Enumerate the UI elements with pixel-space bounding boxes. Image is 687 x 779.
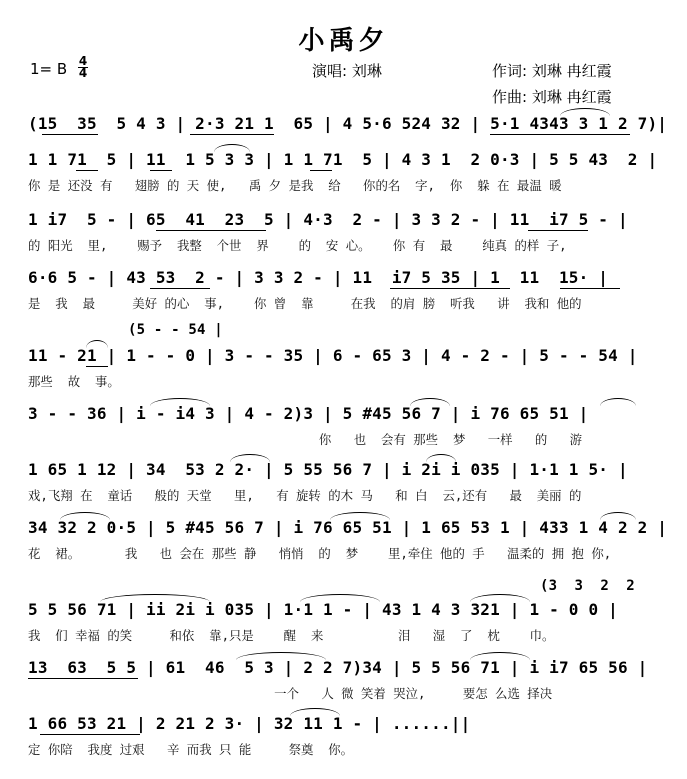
slur-mark [290,708,340,716]
lyric-line: 戏,飞翔 在 童话 般的 天堂 里, 有 旋转 的木 马 和 白 云,还有 最 美丽 的 [28,488,582,503]
lyric-line: 定 你陪 我度 过艰 辛 而我 只 能 祭奠 你。 [28,742,354,757]
slur-mark [100,594,210,602]
slur-mark [426,454,456,462]
notation-line: 6·6 5 - | 43 53 2 - | 3 3 2 - | 11 i7 5 35 | 1 11 15· | [28,268,609,287]
beam-line [150,288,210,289]
notation-line: 34 32 2 0·5 | 5 #45 56 7 | i 76 65 51 | 1 65 53 1 | 433 1 4 2 2 | [28,518,668,537]
beam-line [528,230,588,231]
slur-mark [560,108,610,116]
lyric-line: 一个 人 微 笑着 哭泣, 要怎 么选 择决 [28,686,553,701]
composer-credit: 作曲: 刘琳 冉红霞 [492,88,612,106]
beam-line [42,134,98,135]
beam-line [310,170,332,171]
slur-mark [410,398,450,406]
notation-line: 1 1 71 5 | 11 1 5 3 3 | 1 1 71 5 | 4 3 1 2 0·3 | 5 5 43 2 | [28,150,658,169]
slur-mark [600,398,636,406]
notation-line: 11 - 21 | 1 - - 0 | 3 - - 35 | 6 - 65 3 | 4 - 2 - | 5 - - 54 | [28,346,638,365]
lyric-line: 是 我 最 美好 的心 事, 你 曾 靠 在我 的肩 膀 听我 讲 我和 他的 [28,296,582,311]
slur-mark [470,594,530,602]
notation-line: 3 - - 36 | i - i4 3 | 4 - 2)3 | 5 #45 56 7 | i 76 65 51 | [28,404,589,423]
beam-line [156,230,266,231]
slur-mark [470,652,530,660]
notation-line: 5 5 56 71 | ii 2i i 035 | 1·1 1 - | 43 1 4 3 321 | 1 - 0 0 | [28,600,618,619]
beam-line [390,288,510,289]
song-title: 小禹夕 [298,26,389,56]
slur-mark [150,398,210,406]
slur-mark [230,454,270,462]
beam-line [76,170,98,171]
beam-line [28,678,138,679]
time-bottom: 4 [78,66,88,80]
lyric-line: 我 们 幸福 的笑 和依 靠,只是 醒 来 泪 湿 了 枕 巾。 [28,628,555,643]
beam-line [40,734,140,735]
singer-credit: 演唱: 刘琳 [312,62,382,80]
slur-mark [330,512,390,520]
slur-mark [300,594,380,602]
slur-mark [600,512,636,520]
beam-line [190,134,274,135]
notation-line: (15 35 5 4 3 | 2·3 21 1 65 | 4 5·6 524 32 | 5·1 4343 3 1 2 7)| [28,114,668,133]
key-label: 1= B [30,60,68,78]
intro-tag: (3 3 2 2 [540,578,635,594]
beam-line [560,288,620,289]
lyric-line: 你 也 会有 那些 梦 一样 的 游 [28,432,583,447]
lyric-line: 花 裙。 我 也 会在 那些 静 悄悄 的 梦 里,牵住 他的 手 温柔的 拥 抱 你, [28,546,612,561]
time-signature [78,56,88,79]
slur-mark [60,512,110,520]
slur-mark [86,340,108,348]
lyricist-credit: 作词: 刘琳 冉红霞 [492,62,612,80]
key-signature [30,54,88,80]
slur-mark [236,652,326,660]
notation-line: 13 63 5 5 | 61 46 5 3 | 2 2 7)34 | 5 5 56 71 | i i7 65 56 | [28,658,648,677]
slur-mark [214,144,250,152]
intro-tag: (5 - - 54 | [128,322,223,338]
notation-line: 1 66 53 21 | 2 21 2 3· | 32 11 1 - | ......|| [28,714,471,733]
lyric-line: 那些 故 事。 [28,374,120,389]
time-top: 4 [78,54,88,68]
lyric-line: 的 阳光 里, 赐予 我整 个世 界 的 安 心。 你 有 最 纯真 的样 子, [28,238,567,253]
beam-line [86,366,108,367]
lyric-line: 你 是 还没 有 翅膀 的 天 使, 禹 夕 是我 给 你的名 字, 你 躲 在 最温 暖 [28,178,562,193]
notation-line: 1 65 1 12 | 34 53 2 2· | 5 55 56 7 | i 2i i 035 | 1·1 1 5· | [28,460,628,479]
notation-line: 1 i7 5 - | 65 41 23 5 | 4·3 2 - | 3 3 2 - | 11 i7 5 - | [28,210,628,229]
beam-line [150,170,172,171]
beam-line [490,134,630,135]
